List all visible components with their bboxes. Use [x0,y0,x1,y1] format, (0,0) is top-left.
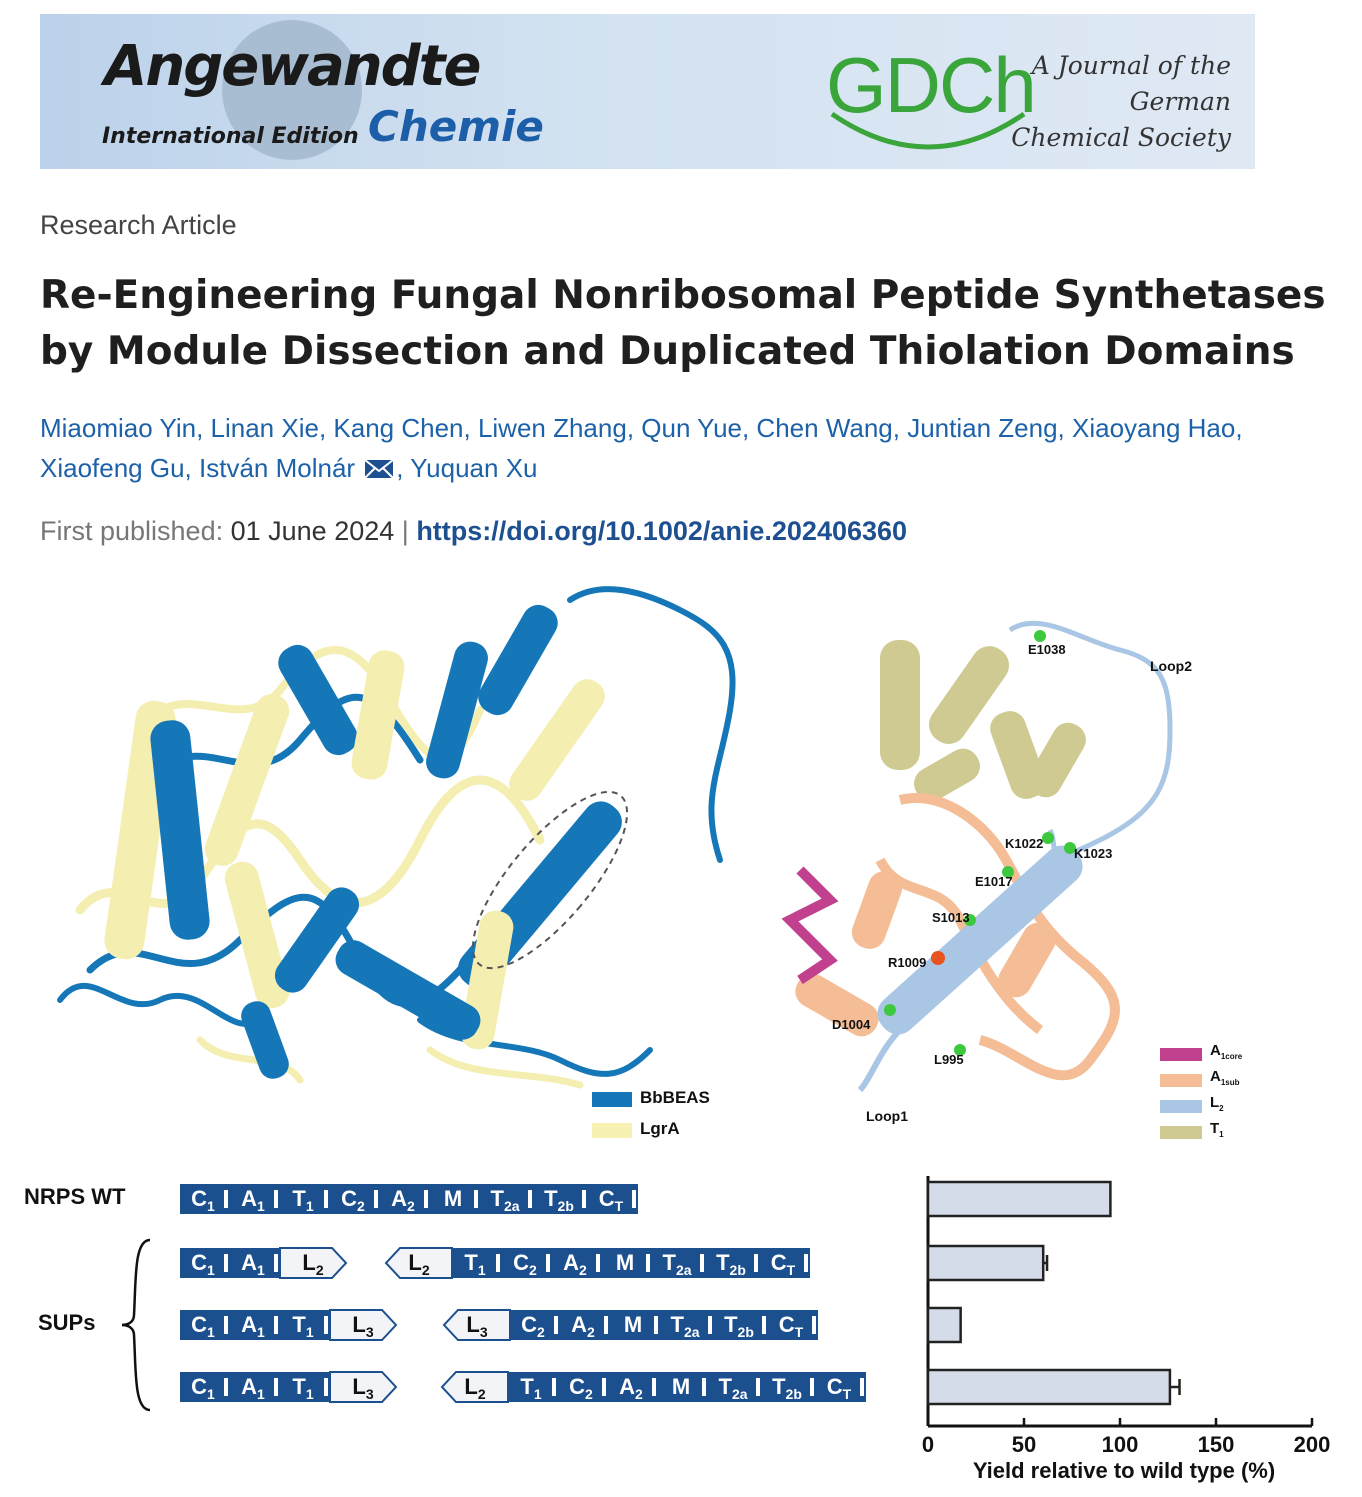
bar [928,1182,1110,1216]
construct-diagrams [180,1184,866,1402]
domain-divider [552,1378,556,1396]
domain-label: $L_2$ [408,1250,430,1278]
domain-block [660,1310,714,1340]
domain-block [760,1248,810,1278]
domain-label: $A_1$ [241,1312,265,1340]
domain-label: M [443,1186,463,1211]
domain-label: $T_1$ [292,1374,314,1402]
domain-divider [224,1378,228,1396]
domain-label: $A_1$ [241,1186,265,1214]
journal-line-2: German [1129,87,1231,116]
domain-label: $L_2$ [464,1374,486,1402]
legend-swatch-bbbeas [592,1092,632,1107]
domain-label: $C_2$ [521,1312,545,1340]
domain-block [452,1248,502,1278]
domain-divider [804,1254,808,1272]
x-tick-label: 150 [1197,1432,1235,1457]
residue-s1013: S1013 [932,910,970,925]
domain-block [444,1310,510,1340]
domain-divider [554,1316,558,1334]
authors-line-1[interactable]: Miaomiao Yin, Linan Xie, Kang Chen, Liwen Zhang, Qun Yue, Chen Wang, Juntian Zeng, Xiaoyang Hao, [40,413,1243,443]
domain-label: $A_2$ [391,1186,415,1214]
legend-label-bbbeas: BbBEAS [640,1088,710,1107]
domain-label: $A_2$ [619,1374,643,1402]
domain-block [330,1372,396,1402]
domain-divider [324,1316,328,1334]
loop1-label: Loop1 [866,1108,908,1124]
domain-block [510,1310,560,1340]
domain-block [280,1372,330,1402]
domain-divider [604,1316,608,1334]
domain-block [230,1248,280,1278]
domain-divider [224,1254,228,1272]
domain-divider [224,1316,228,1334]
article-title: Re-Engineering Fungal Nonribosomal Peptide Synthetases by Module Dissection and Duplicated Thiolation Domains [40,273,1326,374]
domain-label: $C_T$ [598,1186,624,1214]
x-tick-label: 50 [1011,1432,1037,1457]
legend-label-l2: $L_2$ [1210,1094,1224,1113]
publication-line [40,516,907,547]
domain-label: $C_1$ [191,1374,215,1402]
domain-label: $A_1$ [241,1374,265,1402]
domain-label: $T_1$ [292,1186,314,1214]
domain-label: $L_3$ [352,1374,374,1402]
residue-l995: L995 [934,1052,964,1067]
domain-label: $T_{2a}$ [718,1374,748,1402]
domain-block [552,1248,602,1278]
domain-label: M [623,1312,643,1337]
domain-label: $L_3$ [466,1312,488,1340]
domain-divider [700,1254,704,1272]
sups-label: SUPs [38,1310,96,1335]
journal-line-3: Chemical Society [1011,123,1231,152]
domain-divider [274,1378,278,1396]
legend-label-t1: $T_1$ [1210,1120,1224,1139]
journal-brand-main: Angewandte [104,34,480,99]
x-tick-label: 100 [1101,1432,1139,1457]
residue-d1004: D1004 [832,1017,871,1032]
x-tick-label: 0 [921,1432,935,1457]
legend-label-a1core: $A_{1core}$ [1210,1042,1243,1061]
journal-line-1: A Journal of the [1031,51,1231,80]
domain-block [508,1372,558,1402]
domain-block [816,1372,866,1402]
domain-divider [654,1316,658,1334]
domain-divider [324,1190,328,1208]
domain-label: $C_2$ [569,1374,593,1402]
domain-block [280,1184,330,1214]
domain-label: $C_2$ [341,1186,365,1214]
domain-label: $C_T$ [770,1250,796,1278]
domain-divider [596,1254,600,1272]
article-type: Research Article [40,210,237,240]
authors-line-2b[interactable]: , Yuquan Xu [396,453,538,483]
domain-block [534,1184,588,1214]
domain-block [558,1372,608,1402]
bar [928,1370,1170,1404]
domain-label: $T_{2b}$ [772,1374,802,1402]
gdch-arc-icon [828,110,1028,160]
domain-block [610,1310,660,1340]
published-date: 01 June 2024 [230,516,395,546]
yield-bar-chart [922,1176,1330,1483]
domain-block [280,1248,346,1278]
domain-block [768,1310,818,1340]
domain-divider [224,1190,228,1208]
domain-divider [708,1316,712,1334]
domain-label: $T_{2b}$ [544,1186,574,1214]
domain-divider [754,1254,758,1272]
loop2-label: Loop2 [1150,658,1192,674]
domain-block [330,1310,396,1340]
mail-icon[interactable] [364,459,394,479]
domain-label: $L_3$ [352,1312,374,1340]
domain-divider [546,1254,550,1272]
graphical-abstract [0,580,1362,1497]
domain-divider [646,1254,650,1272]
domain-label: $C_T$ [826,1374,852,1402]
domain-block [652,1248,706,1278]
domain-label: $A_2$ [563,1250,587,1278]
domain-block [280,1310,330,1340]
domain-block [180,1184,230,1214]
legend-swatch-a1core [1160,1048,1202,1061]
domain-divider [860,1378,864,1396]
sups-brace [122,1240,150,1410]
residue-k1023: K1023 [1074,846,1113,861]
nrps-wt-label: NRPS WT [24,1184,126,1209]
domain-label: $C_1$ [191,1250,215,1278]
domain-divider [702,1378,706,1396]
domain-label: $T_{2a}$ [670,1312,700,1340]
domain-divider [756,1378,760,1396]
domain-divider [602,1378,606,1396]
domain-block [608,1372,658,1402]
journal-society-text [1011,48,1231,156]
doi-link[interactable]: https://doi.org/10.1002/anie.202406360 [416,516,908,546]
domain-block [230,1310,280,1340]
domain-label: $T_{2b}$ [724,1312,754,1340]
legend-swatch-l2 [1160,1100,1202,1113]
protein-overlay-structure [60,589,733,1085]
domain-block [706,1248,760,1278]
figure-svg [0,580,1362,1497]
domain-label: $C_1$ [191,1312,215,1340]
domain-block [180,1372,230,1402]
domain-divider [632,1190,636,1208]
domain-block [230,1372,280,1402]
domain-label: M [671,1374,691,1399]
legend-swatch-a1sub [1160,1074,1202,1087]
x-tick-label: 200 [1293,1432,1331,1457]
residue-r1009: R1009 [888,955,927,970]
domain-divider [812,1316,816,1334]
domain-label: $C_2$ [513,1250,537,1278]
domain-divider [424,1190,428,1208]
published-label: First published: [40,516,224,546]
journal-brand-chemie: Chemie [368,102,544,151]
domain-divider [496,1254,500,1272]
domain-block [588,1184,638,1214]
domain-label: $T_1$ [464,1250,486,1278]
residue-e1017: E1017 [975,874,1013,889]
legend-label-a1sub: $A_{1sub}$ [1210,1068,1240,1087]
domain-block [602,1248,652,1278]
domain-block [180,1248,230,1278]
domain-block [714,1310,768,1340]
domain-label: $A_2$ [571,1312,595,1340]
domain-block [480,1184,534,1214]
domain-label: $T_{2b}$ [716,1250,746,1278]
domain-label: M [615,1250,635,1275]
domain-block [762,1372,816,1402]
domain-divider [324,1378,328,1396]
domain-block [502,1248,552,1278]
authors-line-2 [40,448,1340,488]
domain-block [560,1310,610,1340]
bar [928,1246,1043,1280]
bar [928,1308,961,1342]
domain-label: $T_{2a}$ [662,1250,692,1278]
domain-divider [528,1190,532,1208]
residue-k1022: K1022 [1005,836,1044,851]
journal-banner [40,14,1255,169]
x-axis-title: Yield relative to wild type (%) [972,1458,1276,1483]
domain-block [658,1372,708,1402]
separator: | [401,516,409,546]
domain-block [386,1248,452,1278]
domain-label: $T_{2a}$ [490,1186,520,1214]
domain-label: $T_1$ [520,1374,542,1402]
domain-block [230,1184,280,1214]
domain-divider [582,1190,586,1208]
legend-swatch-t1 [1160,1126,1202,1139]
legend-swatch-lgra [592,1123,632,1138]
domain-divider [474,1190,478,1208]
domain-block [430,1184,480,1214]
domain-block [442,1372,508,1402]
domain-block [380,1184,430,1214]
domain-divider [652,1378,656,1396]
domain-divider [762,1316,766,1334]
domain-divider [810,1378,814,1396]
domain-divider [274,1316,278,1334]
domain-block [180,1310,230,1340]
domain-divider [374,1190,378,1208]
domain-block [708,1372,762,1402]
domain-label: $C_T$ [778,1312,804,1340]
journal-brand-sub: International Edition [102,124,359,149]
legend-label-lgra: LgrA [640,1119,680,1138]
author-list [40,408,1340,488]
domain-divider [274,1254,278,1272]
authors-line-2a[interactable]: Xiaofeng Gu, István Molnár [40,453,356,483]
domain-block [330,1184,380,1214]
domain-label: $A_1$ [241,1250,265,1278]
domain-label: $L_2$ [302,1250,324,1278]
domain-divider [274,1190,278,1208]
residue-e1038: E1038 [1028,642,1066,657]
domain-label: $C_1$ [191,1186,215,1214]
gdch-logo: GDCh [826,41,1035,129]
domain-label: $T_1$ [292,1312,314,1340]
